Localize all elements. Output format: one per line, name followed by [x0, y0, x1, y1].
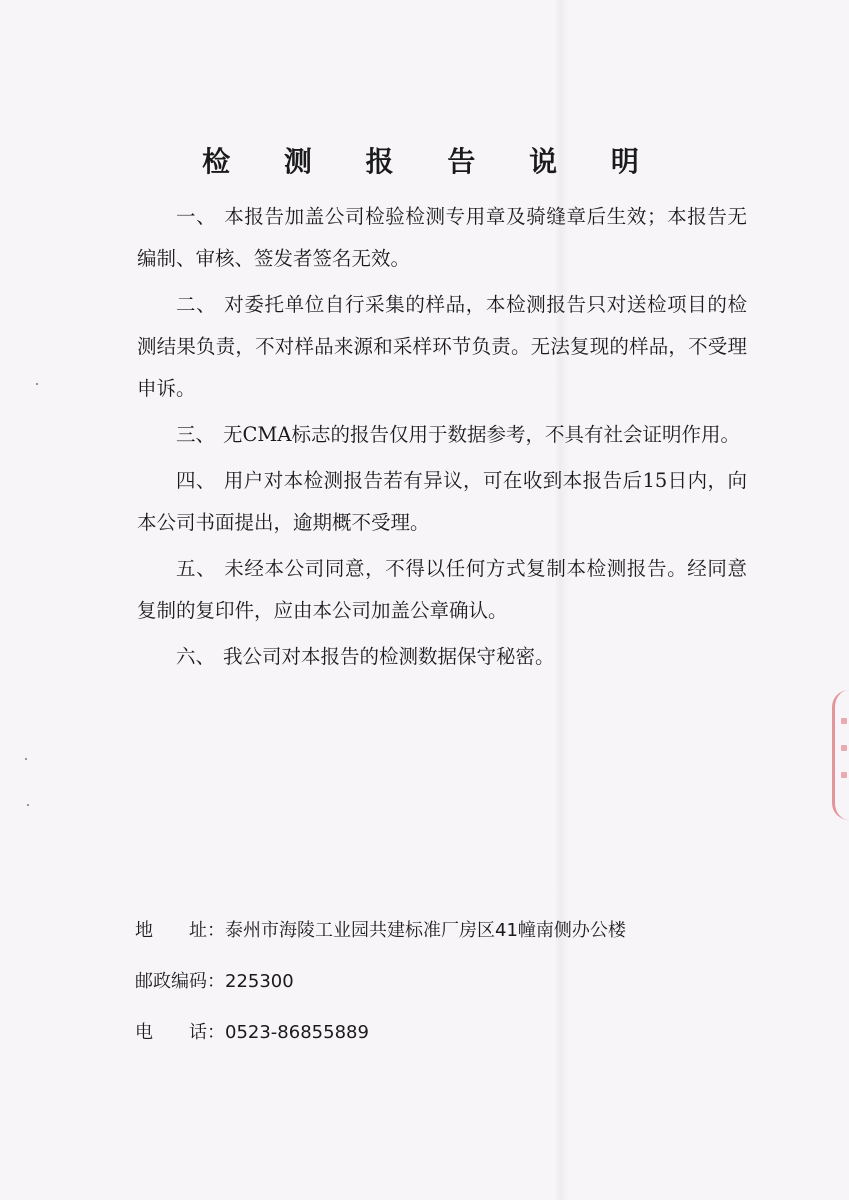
note-number: 二、: [176, 293, 217, 316]
note-number: 六、: [176, 645, 216, 668]
note-paragraph-1: [137, 196, 747, 280]
seam-seal-stamp: [832, 690, 849, 820]
note-paragraph-3: [137, 414, 747, 456]
scan-speck: [27, 804, 29, 806]
postcode-row: [135, 956, 626, 1007]
notes-section: [137, 196, 747, 682]
address-label: 地 址：: [135, 920, 225, 941]
note-number: 一、: [176, 205, 217, 228]
contact-block: [135, 905, 626, 1058]
note-number: 五、: [176, 557, 217, 580]
scan-speck: [36, 383, 38, 385]
note-text: 未经本公司同意，不得以任何方式复制本检测报告。经同意复制的复印件，应由本公司加盖公章确认。: [137, 557, 747, 622]
address-row: [135, 905, 626, 956]
note-paragraph-6: [137, 636, 747, 678]
document-title: 检 测 报 告 说 明: [202, 145, 661, 178]
note-text: 用户对本检测报告若有异议，可在收到本报告后15日内，向本公司书面提出，逾期概不受理。: [137, 469, 747, 534]
phone-label: 电 话：: [135, 1022, 225, 1043]
note-paragraph-2: [137, 284, 747, 410]
postcode-label: 邮政编码：: [135, 971, 225, 992]
phone-value: 0523-86855889: [225, 1022, 369, 1043]
note-text: 本报告加盖公司检验检测专用章及骑缝章后生效；本报告无编制、审核、签发者签名无效。: [137, 205, 747, 270]
postcode-value: 225300: [225, 971, 294, 992]
note-paragraph-4: [137, 460, 747, 544]
note-number: 四、: [176, 469, 216, 492]
note-text: 对委托单位自行采集的样品，本检测报告只对送检项目的检测结果负责，不对样品来源和采样环节负责。无法复现的样品，不受理申诉。: [137, 293, 747, 400]
note-number: 三、: [176, 423, 216, 446]
address-value: 泰州市海陵工业园共建标准厂房区41幢南侧办公楼: [225, 920, 626, 941]
note-text: 我公司对本报告的检测数据保守秘密。: [223, 645, 555, 668]
note-text: 无CMA标志的报告仅用于数据参考，不具有社会证明作用。: [223, 423, 740, 446]
scan-speck: [25, 758, 27, 760]
note-paragraph-5: [137, 548, 747, 632]
phone-row: [135, 1007, 626, 1058]
